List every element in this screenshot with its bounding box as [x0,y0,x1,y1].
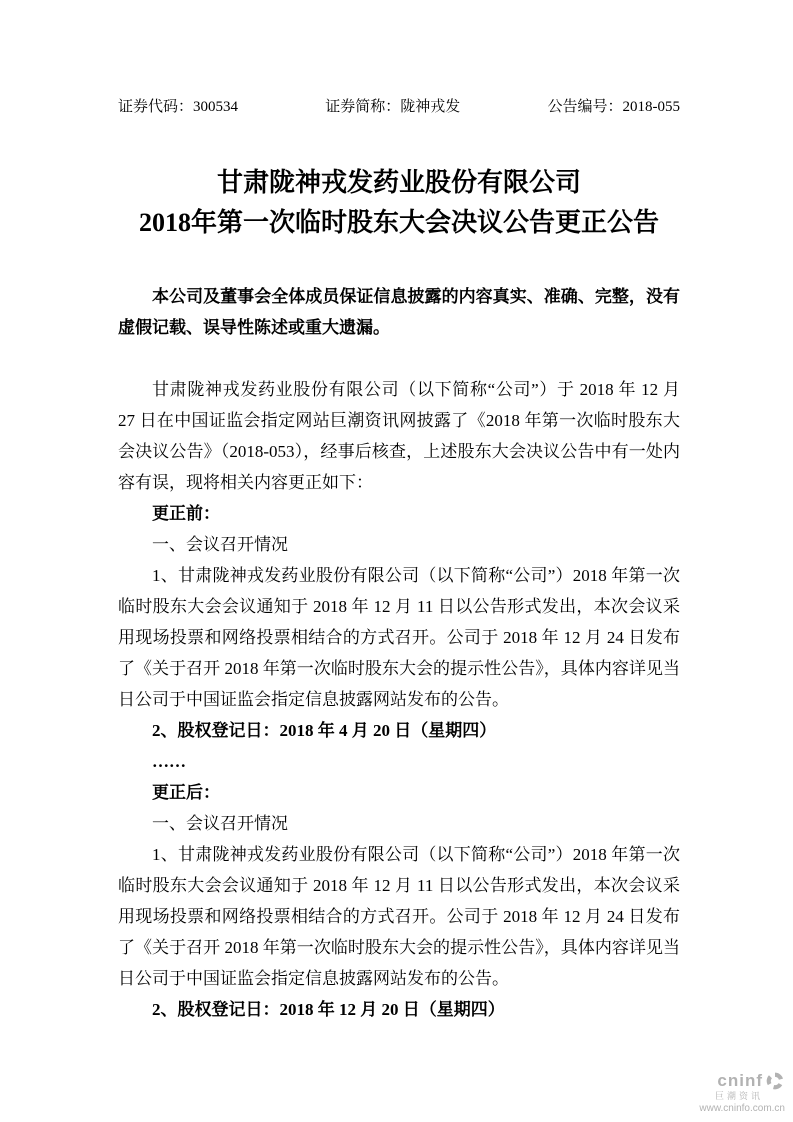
before-item-1: 1、甘肃陇神戎发药业股份有限公司（以下简称“公司”）2018 年第一次临时股东大会会议通知于 2018 年 12 月 11 日以公告形式发出，本次会议采用现场投票和网络投票相结合的方式召开。公司于 2018 年 12 月 24 日发布了《关于召开 2018 年第一次临时股东大会的提示性公告》，具体内容详见当日公司于中国证监会指定信息披露网站发布的公告。 [118,566,680,709]
after-section-title: 一、会议召开情况 [152,814,288,833]
doc-title-line2: 2018年第一次临时股东大会决议公告更正公告 [138,208,659,237]
cninfo-brand-cn: 巨潮资讯 [714,1091,763,1102]
cninfo-brand: cninf [717,1070,763,1090]
before-ellipsis: …… [152,752,186,771]
doc-title-line1: 甘肃陇神戎发药业股份有限公司 [216,168,581,197]
before-heading: 更正前： [152,504,220,523]
document-content [118,0,680,1025]
before-item-2: 2、股权登记日：2018 年 4 月 20 日（星期四） [152,721,497,740]
document-header [118,97,680,117]
after-heading: 更正后： [152,783,220,802]
document-body [118,281,680,1025]
stock-short-name: 证券简称：陇神戎发 [325,99,461,115]
intro-paragraph: 甘肃陇神戎发药业股份有限公司（以下简称“公司”）于 2018 年 12 月 27 日在中国证监会指定网站巨潮资讯网披露了《2018 年第一次临时股东大会决议公告》（2018-053），经事后核查，上述股东大会决议公告中有一处内容有误，现将相关内容更正如下： [118,380,680,492]
disclaimer-text: 本公司及董事会全体成员保证信息披露的内容真实、准确、完整，没有虚假记载、误导性陈述或重大遗漏。 [118,287,680,337]
cninfo-swirl-icon [765,1071,785,1091]
announcement-number: 公告编号：2018-055 [547,99,680,115]
after-item-2: 2、股权登记日：2018 年 12 月 20 日（星期四） [152,1000,505,1019]
cninfo-url: www.cninfo.com.cn [699,1103,785,1114]
before-section-title: 一、会议召开情况 [152,535,288,554]
after-item-1: 1、甘肃陇神戎发药业股份有限公司（以下简称“公司”）2018 年第一次临时股东大会会议通知于 2018 年 12 月 11 日以公告形式发出，本次会议采用现场投票和网络投票相结合的方式召开。公司于 2018 年 12 月 24 日发布了《关于召开 2018 年第一次临时股东大会的提示性公告》，具体内容详见当日公司于中国证监会指定信息披露网站发布的公告。 [118,845,680,988]
stock-code: 证券代码：300534 [118,99,239,115]
document-title [118,163,680,243]
cninfo-brand-row [699,1071,785,1091]
cninfo-logo [699,1071,785,1114]
